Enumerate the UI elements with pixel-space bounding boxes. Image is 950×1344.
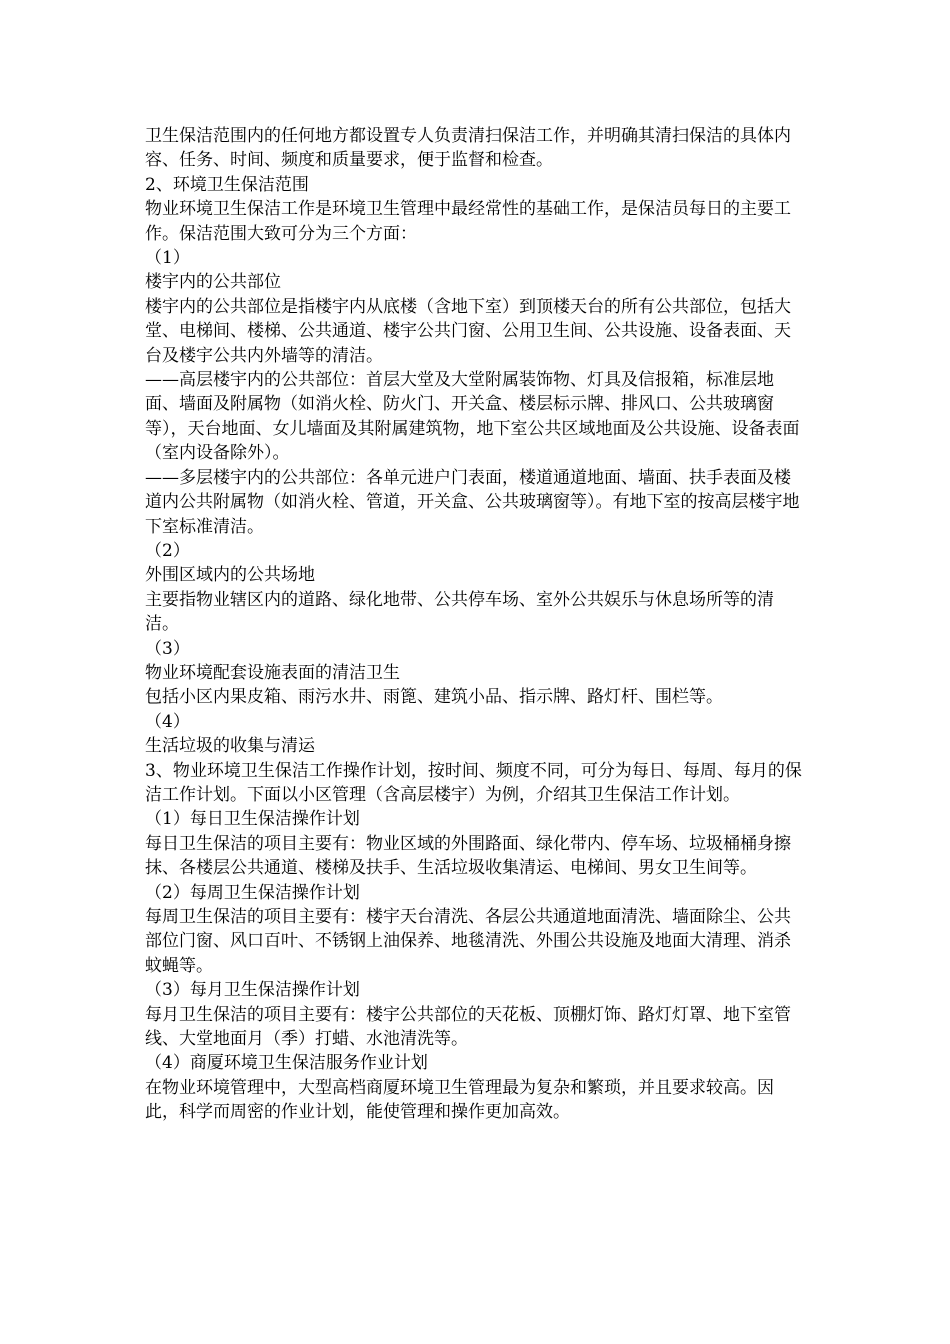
paragraph: 每周卫生保洁的项目主要有：楼宇天台清洗、各层公共通道地面清洗、墙面除尘、公共部位门窗、风口百叶、不锈钢上油保养、地毯清洗、外围公共设施及地面大清理、消杀蚊蝇等。 [145, 907, 791, 976]
list-marker: （4） [145, 711, 190, 732]
list-marker: （2） [145, 540, 190, 561]
paragraph: 每日卫生保洁的项目主要有：物业区域的外围路面、绿化带内、停车场、垃圾桶桶身擦抹、各楼层公共通道、楼梯及扶手、生活垃圾收集清运、电梯间、男女卫生间等。 [145, 833, 791, 879]
document-body [145, 124, 805, 1125]
paragraph: 物业环境卫生保洁工作是环境卫生管理中最经常性的基础工作，是保洁员每日的主要工作。保洁范围大致可分为三个方面： [145, 199, 791, 244]
subsection-heading: （2）每周卫生保洁操作计划 [145, 882, 360, 903]
list-marker: （1） [145, 248, 190, 269]
paragraph: 3、物业环境卫生保洁工作操作计划，按时间、频度不同，可分为每日、每周、每月的保洁工作计划。下面以小区管理（含高层楼宇）为例，介绍其卫生保洁工作计划。 [145, 760, 802, 805]
subsection-heading: 生活垃圾的收集与清运 [145, 736, 315, 757]
paragraph: 楼宇内的公共部位是指楼宇内从底楼（含地下室）到顶楼天台的所有公共部位，包括大堂、电梯间、楼梯、公共通道、楼宇公共门窗、公用卫生间、公共设施、设备表面、天台及楼宇公共内外墙等的清洁。 [145, 296, 791, 366]
paragraph: 卫生保洁范围内的任何地方都设置专人负责清扫保洁工作，并明确其清扫保洁的具体内容、任务、时间、频度和质量要求，便于监督和检查。 [145, 126, 791, 171]
subsection-heading: 楼宇内的公共部位 [145, 272, 281, 293]
paragraph: 在物业环境管理中，大型高档商厦环境卫生管理最为复杂和繁琐，并且要求较高。因此，科学而周密的作业计划，能使管理和操作更加高效。 [145, 1077, 774, 1123]
subsection-heading: （3）每月卫生保洁操作计划 [145, 980, 360, 1001]
subsection-heading: （4）商厦环境卫生保洁服务作业计划 [145, 1053, 428, 1074]
paragraph: 包括小区内果皮箱、雨污水井、雨篦、建筑小品、指示牌、路灯杆、围栏等。 [145, 687, 723, 708]
list-marker: （3） [145, 638, 190, 659]
paragraph: ——多层楼宇内的公共部位：各单元进户门表面，楼道通道地面、墙面、扶手表面及楼道内公共附属物（如消火栓、管道，开关盒、公共玻璃窗等）。有地下室的按高层楼宇地下室标准清洁。 [145, 467, 800, 537]
subsection-heading: 外围区域内的公共场地 [145, 565, 315, 586]
paragraph: 主要指物业辖区内的道路、绿化地带、公共停车场、室外公共娱乐与休息场所等的清洁。 [145, 589, 774, 635]
subsection-heading: 物业环境配套设施表面的清洁卫生 [145, 662, 400, 683]
subsection-heading: （1）每日卫生保洁操作计划 [145, 809, 360, 830]
paragraph: 每月卫生保洁的项目主要有：楼宇公共部位的天花板、顶棚灯饰、路灯灯罩、地下室管线、大堂地面月（季）打蜡、水池清洗等。 [145, 1004, 791, 1050]
section-heading: 2、环境卫生保洁范围 [145, 174, 309, 195]
paragraph: ——高层楼宇内的公共部位：首层大堂及大堂附属装饰物、灯具及信报箱，标准层地面、墙面及附属物（如消火栓、防火门、开关盒、楼层标示牌、排风口、公共玻璃窗等），天台地面、女儿墙面及其附属建筑物，地下室公共区域地面及公共设施、设备表面（室内设备除外）。 [145, 370, 800, 464]
